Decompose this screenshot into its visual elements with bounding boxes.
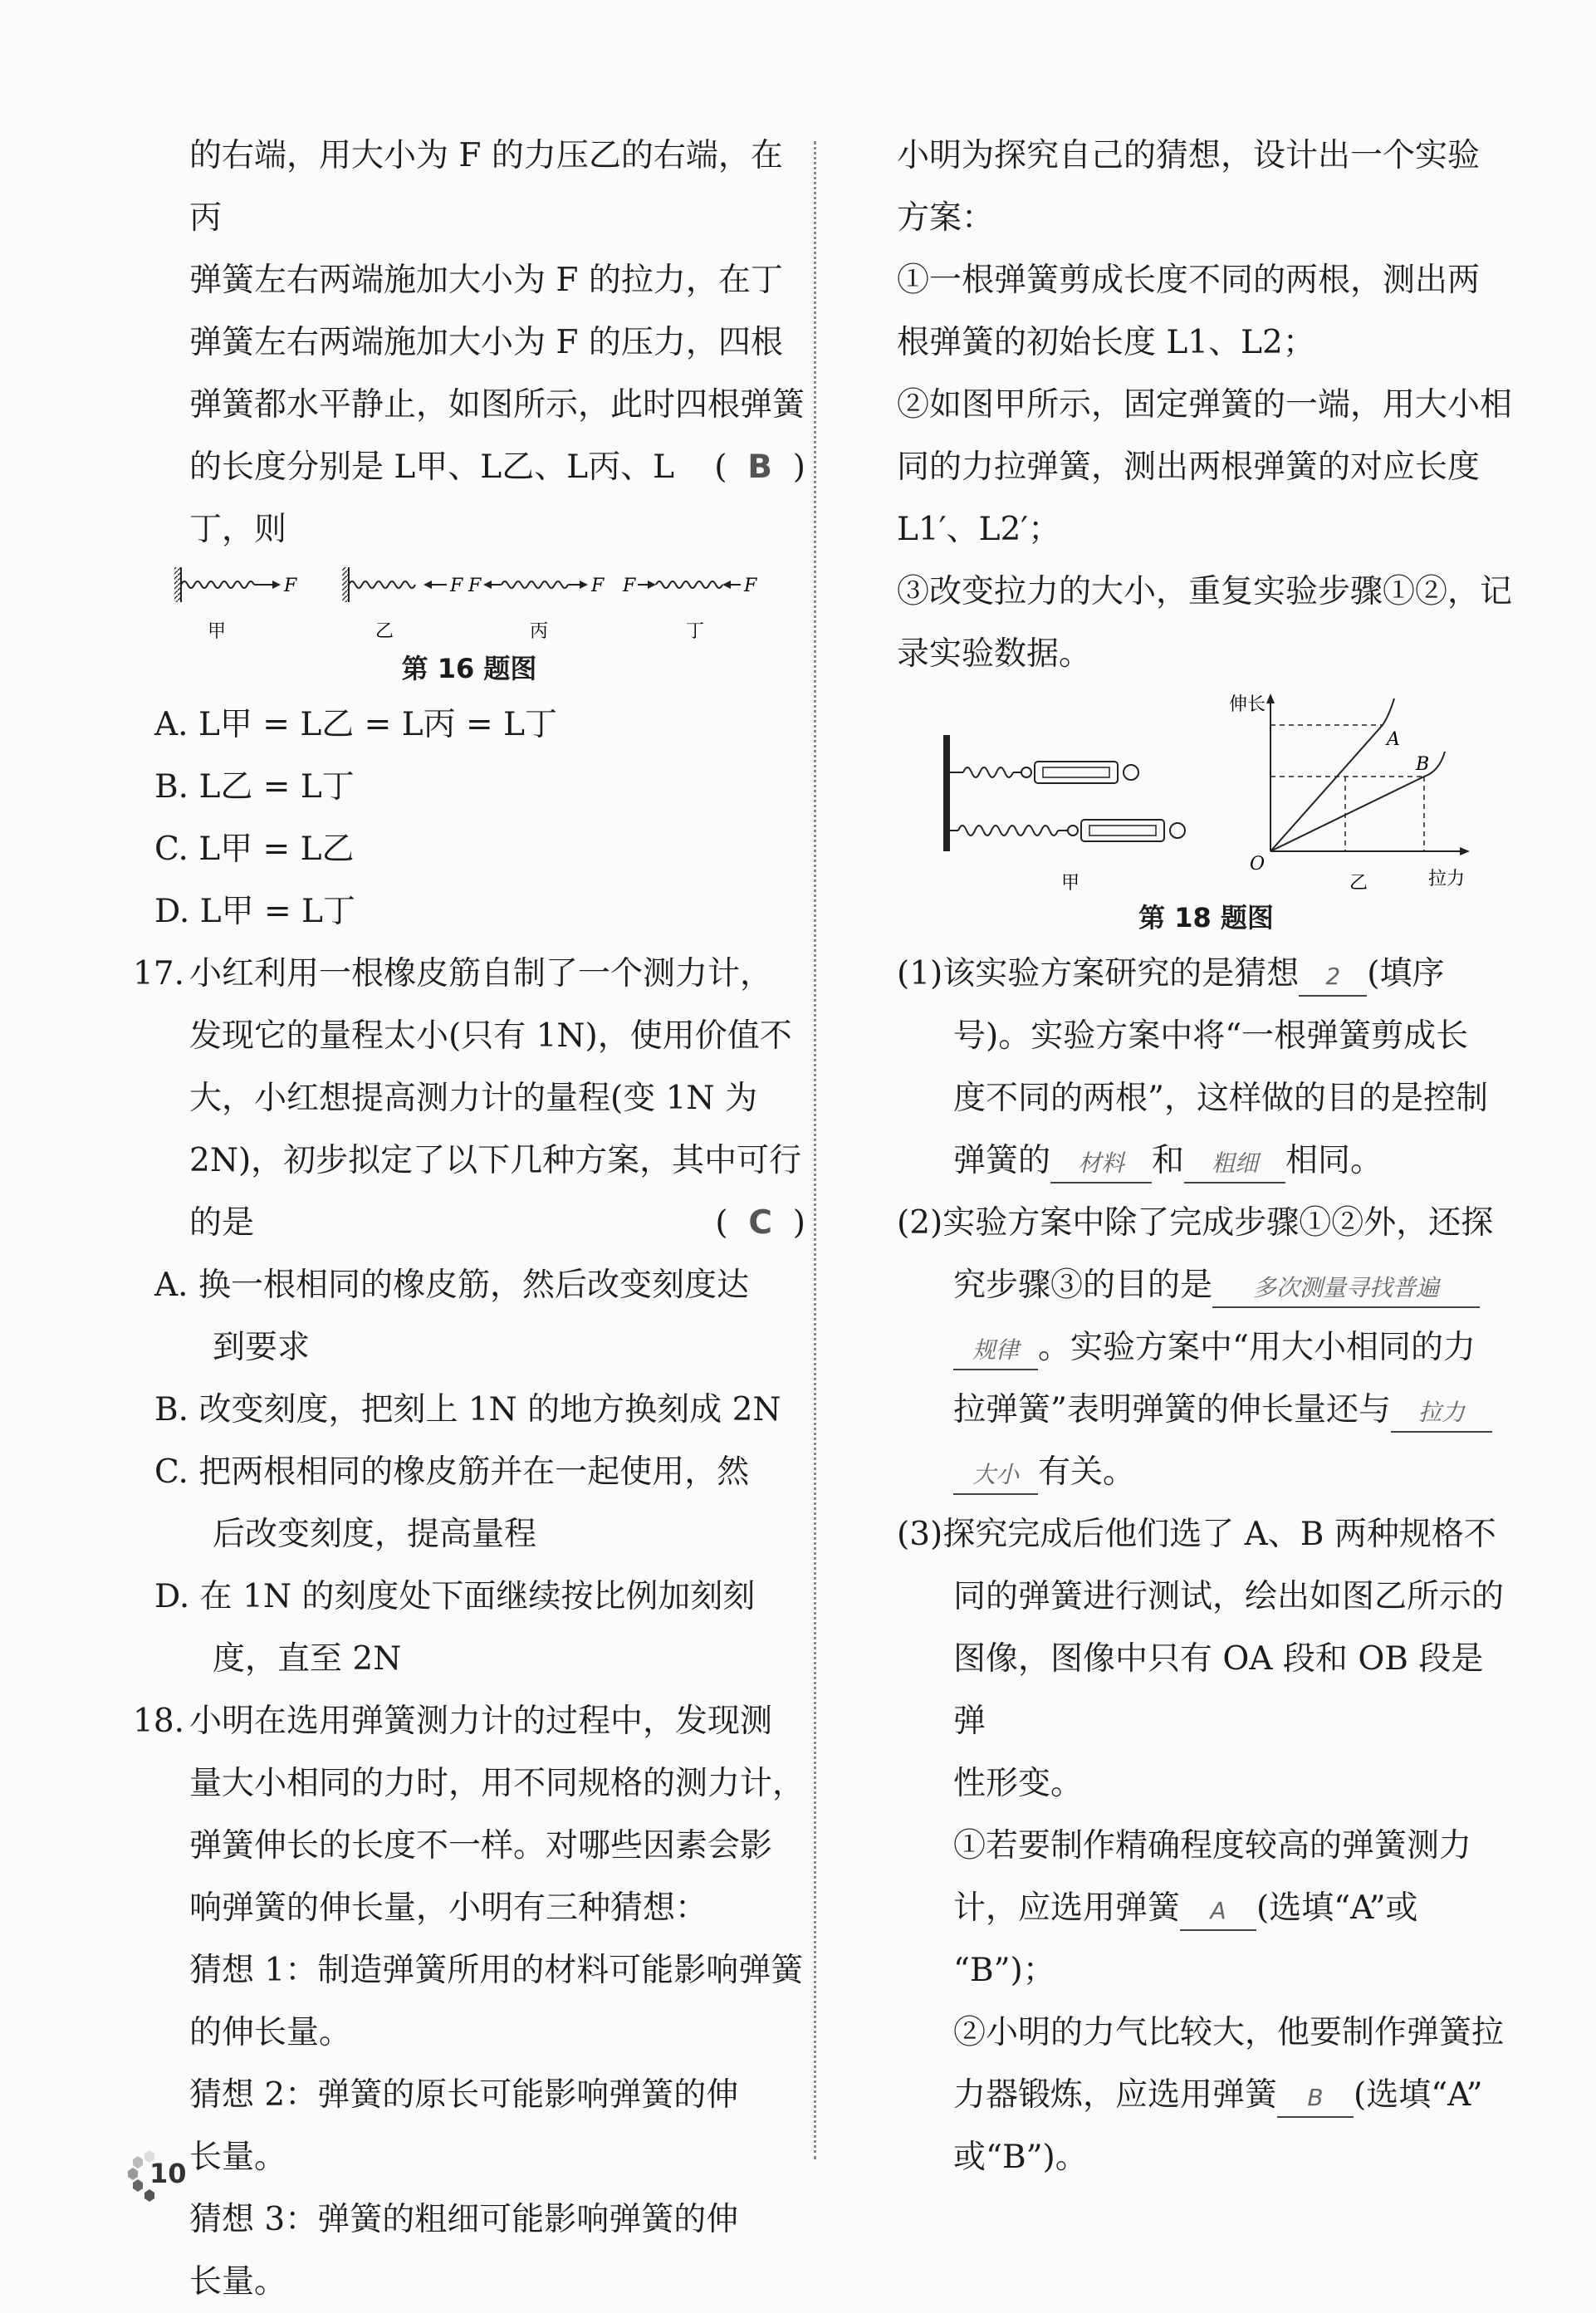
q17-line: 2N)，初步拟定了以下几种方案，其中可行 bbox=[189, 1142, 802, 1179]
q18-line: 小明在选用弹簧测力计的过程中，发现测 bbox=[189, 1703, 773, 1740]
q18-part3-text: 计，应选用弹簧 bbox=[953, 1889, 1181, 1927]
q18-part1-line3: 度不同的两根”，这样做的目的是控制 bbox=[953, 1080, 1488, 1117]
q16-answer: B bbox=[747, 448, 772, 486]
q18-label-right: 乙 bbox=[1349, 873, 1368, 893]
q16-last-line: 的长度分别是 L甲、L乙、L丙、L丁，则 bbox=[189, 448, 674, 548]
q16-figure bbox=[158, 561, 830, 644]
q17-option-b: B. 改变刻度，把刻上 1N 的地方换刻成 2N bbox=[154, 1391, 781, 1428]
q16-option-b: B. L乙 = L丁 bbox=[154, 768, 355, 806]
q18-part3-line4: 性形变。 bbox=[953, 1765, 1084, 1802]
q18-part3-line3: 图像，图像中只有 OA 段和 OB 段是弹 bbox=[953, 1640, 1484, 1740]
q18-part2-line4 bbox=[897, 1379, 1515, 1441]
q18-x-axis: 拉力 bbox=[1428, 869, 1466, 889]
q18-part2-text: 。实验方案中“用大小相同的力 bbox=[1038, 1329, 1476, 1366]
q18-plan-line: ①一根弹簧剪成长度不同的两根，测出两 bbox=[897, 262, 1481, 299]
q17-option-d-cont: 度，直至 2N bbox=[213, 1640, 402, 1678]
q18-part2-line3 bbox=[897, 1316, 1515, 1379]
q18-part3-sub1-line3: “B”)； bbox=[953, 1952, 1055, 1989]
q16-option-c: C. L甲 = L乙 bbox=[154, 831, 355, 868]
q18-part1-line4 bbox=[897, 1130, 1515, 1192]
q18-line: 量大小相同的力时，用不同规格的测力计， bbox=[189, 1765, 805, 1802]
q16-line: 弹簧左右两端施加大小为 F 的压力，四根 bbox=[189, 324, 783, 361]
q18-part2-blank-purpose: 多次测量寻找普遍 bbox=[1212, 1270, 1480, 1308]
left-column bbox=[133, 125, 805, 2313]
right-column bbox=[897, 125, 1515, 2188]
column-divider bbox=[814, 141, 816, 2159]
q18-part2-text: 有关。 bbox=[1038, 1453, 1136, 1491]
q16-paren-open: ( bbox=[714, 448, 727, 486]
q16-label-b: 乙 bbox=[375, 621, 394, 642]
q18-stem bbox=[133, 1690, 805, 1752]
page-number: 10 bbox=[149, 2158, 187, 2189]
q18-figure bbox=[897, 685, 1515, 893]
q18-plan-line: ②如图甲所示，固定弹簧的一端，用大小相 bbox=[897, 386, 1513, 424]
q16-force-label: F bbox=[284, 576, 297, 596]
q18-part3-blank-b: B bbox=[1277, 2080, 1354, 2118]
q18-plan-line: 同的力拉弹簧，测出两根弹簧的对应长度 bbox=[897, 448, 1481, 486]
q17-option-c-cont: 后改变刻度，提高量程 bbox=[213, 1516, 537, 1553]
q16-force-label: F bbox=[450, 576, 463, 596]
page-number-block bbox=[125, 2143, 187, 2209]
q17-answer-line bbox=[133, 1192, 805, 1254]
q16-option-a: A. L甲 = L乙 = L丙 = L丁 bbox=[154, 706, 557, 743]
q18-y-axis: 伸长 bbox=[1229, 694, 1266, 715]
q18-part3-line1: (3)探究完成后他们选了 A、B 两种规格不 bbox=[897, 1516, 1496, 1553]
q17-option-d: D. 在 1N 的刻度处下面继续按比例加刻刻 bbox=[154, 1578, 756, 1615]
q18-plan-line: ③改变拉力的大小，重复实验步骤①②，记 bbox=[897, 573, 1513, 610]
q17-line: 小红利用一根橡皮筋自制了一个测力计， bbox=[189, 955, 773, 992]
q16-label-d: 丁 bbox=[686, 621, 705, 642]
q18-part1-blank-guess: 2 bbox=[1299, 958, 1367, 997]
q17-option-c: C. 把两根相同的橡皮筋并在一起使用，然 bbox=[154, 1453, 750, 1491]
q18-plan-line: 根弹簧的初始长度 L1、L2； bbox=[897, 324, 1315, 361]
q16-force-label: F bbox=[468, 576, 482, 596]
q18-guess-1-cont: 的伸长量。 bbox=[189, 2014, 352, 2051]
q18-caption: 第 18 题图 bbox=[1138, 902, 1274, 934]
q18-part3-sub2-line1: ②小明的力气比较大，他要制作弹簧拉 bbox=[953, 2014, 1505, 2051]
q16-paren-close: ) bbox=[792, 448, 805, 486]
q18-part1-text: 相同。 bbox=[1285, 1142, 1383, 1179]
q18-part3-text: (选填“A” bbox=[1354, 2076, 1483, 2114]
q18-part3-line2: 同的弹簧进行测试，绘出如图乙所示的 bbox=[953, 1578, 1505, 1615]
q16-force-label: F bbox=[744, 576, 757, 596]
q16-caption: 第 16 题图 bbox=[401, 653, 537, 684]
q18-part3-sub1-line2 bbox=[897, 1877, 1515, 1939]
q16-line: 弹簧都水平静止，如图所示，此时四根弹簧 bbox=[189, 386, 805, 424]
q16-line: 的右端，用大小为 F 的力压乙的右端，在丙 bbox=[189, 137, 783, 237]
q18-part2-blank-force-cont: 大小 bbox=[953, 1457, 1038, 1495]
q18-part1-text: 和 bbox=[1152, 1142, 1185, 1179]
q18-part3-sub2-line2 bbox=[897, 2064, 1515, 2126]
q18-guess-1: 猜想 1：制造弹簧所用的材料可能影响弹簧 bbox=[189, 1952, 804, 1989]
q18-guess-2-cont: 长量。 bbox=[189, 2139, 287, 2176]
q18-part1-text: (1)该实验方案研究的是猜想 bbox=[897, 955, 1300, 992]
q18-curve-b: B bbox=[1416, 754, 1430, 775]
q18-part3-text: (选填“A”或 bbox=[1256, 1889, 1418, 1927]
q18-part1-blank-thickness: 粗细 bbox=[1184, 1145, 1285, 1183]
q18-part3-sub2-line3: 或“B”)。 bbox=[953, 2139, 1088, 2176]
q17-option-a: A. 换一根相同的橡皮筋，然后改变刻度达 bbox=[154, 1267, 749, 1304]
q18-plan-line: L1′、L2′； bbox=[897, 511, 1061, 548]
q18-part1-text: 弹簧的 bbox=[953, 1142, 1051, 1179]
q16-option-d: D. L甲 = L丁 bbox=[154, 893, 355, 930]
q16-label-c: 丙 bbox=[530, 621, 549, 642]
q17-answer-paren bbox=[715, 1192, 805, 1254]
q16-label-a: 甲 bbox=[208, 621, 227, 642]
q17-paren-open: ( bbox=[715, 1204, 728, 1242]
q18-part1-blank-material: 材料 bbox=[1050, 1145, 1152, 1183]
q17-stem bbox=[133, 943, 805, 1005]
q18-part2-line5 bbox=[897, 1441, 1515, 1503]
q18-part1-text: (填序 bbox=[1367, 955, 1445, 992]
q18-guess-3-cont: 长量。 bbox=[189, 2263, 287, 2301]
q18-part2-text: 究步骤③的目的是 bbox=[953, 1267, 1213, 1304]
q18-part3-text: 力器锻炼，应选用弹簧 bbox=[953, 2076, 1278, 2114]
q16-line: 弹簧左右两端施加大小为 F 的拉力，在丁 bbox=[189, 262, 783, 299]
q18-part3-sub1-line1: ①若要制作精确程度较高的弹簧测力 bbox=[953, 1827, 1472, 1865]
q18-plan-line: 方案： bbox=[897, 199, 995, 237]
q17-number: 17. bbox=[133, 955, 185, 992]
q18-guess-3: 猜想 3：弹簧的粗细可能影响弹簧的伸 bbox=[189, 2201, 739, 2238]
q18-part2-blank-purpose-cont: 规律 bbox=[953, 1332, 1038, 1370]
q18-part1-line2: 号)。实验方案中将“一根弹簧剪成长 bbox=[953, 1017, 1469, 1055]
q18-plan-line: 小明为探究自己的猜想，设计出一个实验 bbox=[897, 137, 1481, 174]
q18-line: 弹簧伸长的长度不一样。对哪些因素会影 bbox=[189, 1827, 773, 1865]
q18-part1-line1 bbox=[897, 943, 1515, 1005]
q18-part2-line1: (2)实验方案中除了完成步骤①②外，还探 bbox=[897, 1204, 1494, 1242]
q18-label-left: 甲 bbox=[1061, 873, 1080, 893]
q18-origin: O bbox=[1250, 854, 1266, 875]
q18-line: 响弹簧的伸长量，小明有三种猜想： bbox=[189, 1889, 708, 1927]
q17-option-a-cont: 到要求 bbox=[213, 1329, 311, 1366]
q17-line: 大，小红想提高测力计的量程(变 1N 为 bbox=[189, 1080, 757, 1117]
q18-part2-blank-force: 拉力 bbox=[1391, 1394, 1492, 1433]
q18-part3-blank-a: A bbox=[1180, 1893, 1256, 1931]
q18-part2-text: 拉弹簧”表明弹簧的伸长量还与 bbox=[953, 1391, 1391, 1428]
q18-part2-line2 bbox=[897, 1254, 1515, 1316]
q18-curve-a: A bbox=[1387, 729, 1400, 750]
q17-answer: C bbox=[748, 1204, 772, 1242]
q16-force-label: F bbox=[623, 576, 636, 596]
q18-plan-line: 录实验数据。 bbox=[897, 635, 1092, 673]
q17-paren-close: ) bbox=[792, 1204, 805, 1242]
q18-number: 18. bbox=[133, 1703, 185, 1740]
q17-last-line: 的是 bbox=[189, 1204, 255, 1242]
q17-line: 发现它的量程太小(只有 1N)，使用价值不 bbox=[189, 1017, 792, 1055]
q16-answer-line bbox=[133, 436, 805, 561]
q18-guess-2: 猜想 2：弹簧的原长可能影响弹簧的伸 bbox=[189, 2076, 739, 2114]
q16-answer-paren bbox=[714, 436, 805, 561]
q16-force-label: F bbox=[591, 576, 605, 596]
